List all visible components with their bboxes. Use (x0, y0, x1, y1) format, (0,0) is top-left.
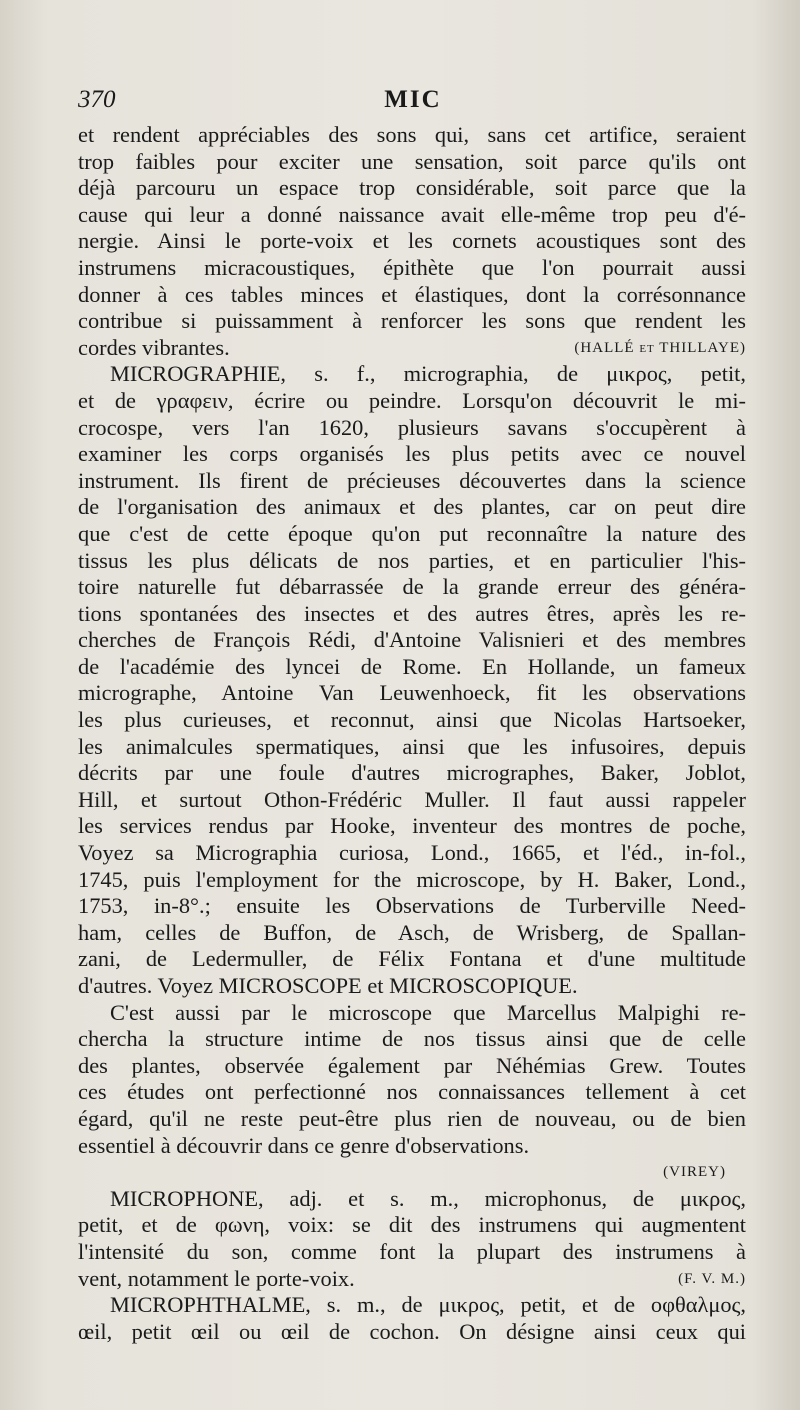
text-line: décrits par une foule d'autres micrographes, Baker, Joblot, (78, 760, 746, 786)
text-line: toire naturelle fut débarrassée de la grande erreur des généra- (78, 574, 746, 600)
text-line: 1753, in-8°.; ensuite les Observations de Turberville Need- (78, 893, 746, 919)
text-line: instrumens micracoustiques, épithète que l'on pourrait aussi (78, 254, 746, 280)
entry-continuation (78, 122, 746, 361)
text-line: les plus curieuses, et reconnut, ainsi que Nicolas Hartsoeker, (78, 707, 746, 733)
text-line: donner à ces tables minces et élastiques, dont la corrésonnance (78, 281, 746, 307)
text-line: chercha la structure intime de nos tissus ainsi que de celle (78, 1026, 746, 1052)
text-line: micrographe, Antoine Van Leuwenhoeck, fit les observations (78, 680, 746, 706)
entry-microphone (78, 1186, 746, 1292)
text-line: des plantes, observée également par Néhémias Grew. Toutes (78, 1052, 746, 1078)
author-signature: (HALLÉ et THILLAYE) (574, 339, 746, 356)
text-line: instrument. Ils firent de précieuses découvertes dans la science (78, 467, 746, 493)
text-line: vent, notamment le porte-voix. (78, 1265, 355, 1291)
page-header (78, 86, 748, 122)
text-line: déjà parcouru un espace trop considérable, soit parce que la (78, 175, 746, 201)
text-line: tions spontanées des insectes et des autres êtres, après les re- (78, 600, 746, 626)
entry-headword-line: MICROGRAPHIE, s. f., micrographia, de μικρος, petit, (110, 361, 746, 387)
text-line: petit, et de φωνη, voix: se dit des instrumens qui augmentent (78, 1212, 746, 1238)
text-line: les services rendus par Hooke, inventeur des montres de poche, (78, 813, 746, 839)
text-line: les animalcules spermatiques, ainsi que les infusoires, depuis (78, 733, 746, 759)
text-line: égard, qu'il ne reste peut-être plus rien de nouveau, ou de bien (78, 1105, 746, 1131)
text-line: ces études ont perfectionné nos connaissances tellement à cet (78, 1079, 746, 1105)
author-signature: (F. V. M.) (678, 1270, 746, 1287)
entry-end-row (78, 335, 746, 362)
text-line: contribue si puissamment à renforcer les sons que rendent les (78, 308, 746, 334)
text-line: zani, de Ledermuller, de Félix Fontana et d'une multitude (78, 946, 746, 972)
body-text (78, 122, 746, 1345)
entry-headword-line: MICROPHONE, adj. et s. m., microphonus, de μικρος, (110, 1185, 746, 1211)
entry-micrographie (78, 361, 746, 1185)
text-line: ham, celles de Buffon, de Asch, de Wrisberg, de Spallan- (78, 919, 746, 945)
entry-end-row (78, 1266, 746, 1293)
text-line: et de γραφειν, écrire ou peindre. Lorsqu'on découvrit le mi- (78, 387, 746, 413)
text-line: tissus les plus délicats de nos parties, et en particulier l'his- (78, 547, 746, 573)
text-line: d'autres. Voyez MICROSCOPE et MICROSCOPIQUE. (78, 973, 578, 998)
text-line: cordes vibrantes. (78, 334, 230, 360)
text-line: l'intensité du son, comme font la plupart des instrumens à (78, 1238, 746, 1264)
text-line: que c'est de cette époque qu'on put reconnaître la nature des (78, 520, 746, 546)
text-line: C'est aussi par le microscope que Marcellus Malpighi re- (110, 999, 746, 1025)
text-line: cherches de François Rédi, d'Antoine Valisnieri et des membres (78, 627, 746, 653)
text-line: nergie. Ainsi le porte-voix et les cornets acoustiques sont des (78, 228, 746, 254)
text-line: œil, petit œil ou œil de cochon. On désigne ainsi ceux qui (78, 1318, 746, 1344)
text-line: cause qui leur a donné naissance avait elle-même trop peu d'é- (78, 201, 746, 227)
text-line: de l'académie des lyncei de Rome. En Hollande, un fameux (78, 653, 746, 679)
text-line: Voyez sa Micrographia curiosa, Lond., 1665, et l'éd., in-fol., (78, 840, 746, 866)
text-line: trop faibles pour exciter une sensation, soit parce qu'ils ont (78, 148, 746, 174)
running-head: MIC (384, 86, 442, 113)
text-line: 1745, puis l'employment for the microscope, by H. Baker, Lond., (78, 866, 746, 892)
text-line: et rendent appréciables des sons qui, sans cet artifice, seraient (78, 122, 746, 147)
page-number: 370 (78, 86, 116, 113)
text-line: de l'organisation des animaux et des plantes, car on peut dire (78, 494, 746, 520)
text-line: Hill, et surtout Othon-Frédéric Muller. Il faut aussi rappeler (78, 786, 746, 812)
author-signature: (VIREY) (663, 1164, 726, 1181)
text-line: examiner les corps organisés les plus petits avec ce nouvel (78, 441, 746, 467)
entry-microphthalme (78, 1292, 746, 1345)
text-line: crocospe, vers l'an 1620, plusieurs savans s'occupèrent à (78, 414, 746, 440)
entry-headword-line: MICROPHTHALME, s. m., de μικρος, petit, et de οφθαλμος, (110, 1292, 746, 1318)
text-line: essentiel à découvrir dans ce genre d'observations. (78, 1132, 530, 1158)
